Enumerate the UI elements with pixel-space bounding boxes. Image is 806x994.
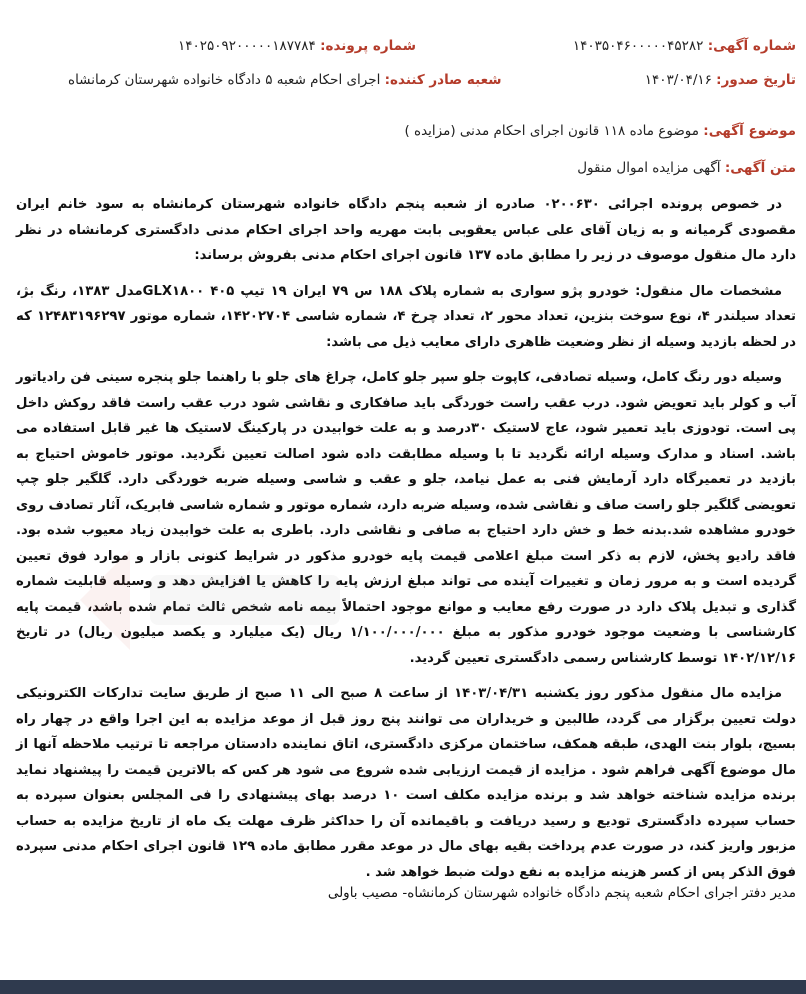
body-paragraph-intro: در خصوص پرونده اجرائی ۰۲۰۰۶۳۰ صادره از شعبه پنجم دادگاه خانواده شهرستان کرمانشاه به سود خانم ایران مقصودی گرمیانه و به زیان آقای علی عباس یعقوبی بابت مهریه واحد اجرای احکام مدنی دادگستری کرمانشاه در نظر دارد مال منقول موصوف در زیر را مطابق ماده ۱۳۷ قانون اجرای احکام مدنی بفروش برساند: <box>16 197 796 263</box>
notice-number-value: ۱۴۰۳۵۰۴۶۰۰۰۰۰۴۵۲۸۲ <box>572 38 704 54</box>
case-number-value: ۱۴۰۲۵۰۹۲۰۰۰۰۰۱۸۷۷۸۴ <box>178 38 316 54</box>
subject-label: موضوع آگهی: <box>703 123 796 139</box>
issue-date-label: تاریخ صدور: <box>716 72 796 88</box>
issue-date-value: ۱۴۰۳/۰۴/۱۶ <box>644 72 712 88</box>
notice-number <box>573 38 796 62</box>
body-paragraph-specs: مشخصات مال منقول: خودرو پژو سواری به شماره پلاک ۱۸۸ س ۷۹ ایران ۱۹ تیپ GLX۱۸۰۰ ۴۰۵مدل ۱۳۸۳، رنگ بژ، تعداد سیلندر ۴، نوع سوخت بنزین، تعداد محور ۲، تعداد چرخ ۴، شماره شاسی ۱۴۲۰۲۷۰۴، شماره موتور ۱۲۴۸۳۱۹۶۲۹۷ که در لحظه بازدید وسیله از نظر وضعیت ظاهری دارای معایب ذیل می باشد: <box>16 283 796 350</box>
notice-number-label: شماره آگهی: <box>707 38 796 54</box>
body-paragraph-auction: مزایده مال منقول مذکور روز یکشنبه ۱۴۰۳/۰۴/۳۱ از ساعت ۸ صبح الی ۱۱ صبح از طریق سایت تدارکات الکترونیکی دولت تعیین برگزار می گردد، طالبین و خریداران می توانند پنج روز قبل از موعد مزایده به این اجرا واقع در چهار راه بسیج، بلوار بنت الهدی، طبقه همکف، ساختمان مرکزی دادگستری، اتاق نماینده دادستان مراجعه تا ترتیب ملاحظه آنها از مال موضوع آگهی فراهم شود . مزایده از قیمت ارزیابی شده شروع می شود هر کس که بالاترین قیمت را پیشنهاد نماید برنده مزایده شناخته خواهد شد و برنده مزایده مکلف است ۱۰ درصد بهای پیشنهادی را فی المجلس بعنوان سپرده به حساب سپرده دادگستری تودیع و رسید دریافت و باقیمانده آن را حداکثر ظرف مهلت یک ماه از تاریخ مزایده به حساب مزبور واریز کند، در صورت عدم پرداخت بقیه بهای مال در موعد مقرر مطابق ماده ۱۲۹ قانون اجرای احکام مدنی سپرده فوق الذکر پس از کسر هزینه مزایده به نفع دولت ضبط خواهد شد . <box>16 686 796 880</box>
body-paragraph-defects: وسیله دور رنگ کامل، وسیله تصادفی، کاپوت جلو سپر جلو کامل، چراغ های جلو با راهنما جلو پنجره سینی فن رادیاتور آب و کولر باید تعویض شود. درب عقب راست خوردگی باید صافکاری و نقاشی شود درب عقب راست فاقد روکش داخل پی است. تودوزی باید تعمیر شود، عاج لاستیک ۳۰درصد و به علت خوابیدن در پارکینگ لاستیک ها غیر قابل استفاده می باشد. اسناد و مدارک وسیله ارائه نگردید تا با وسیله مطابقت داده شود اصالت تعیین نگردید. موتور خاموش احتیاج به بازدید در تعمیرگاه دارد آرمایش فنی به عمل نیامد، جلو و عقب و شاسی وسیله ضربه خوردگی دارد. گلگیر جلو چپ تعویضی گلگیر جلو راست صاف و نقاشی شده، وسیله ضربه دارد، شماره موتور و شماره شاسی فابریک، آثار تصادف روی خودرو مشاهده شد.بدنه خط و خش دارد احتیاج به صافی و نقاشی دارد. باطری به علت خوابیدن زیاد معیوب شده بود. فاقد رادیو پخش، لازم به ذکر است مبلغ اعلامی قیمت پایه خودرو مذکور در شرایط کنونی بازار و موارد فوق تعیین گردیده است و به مرور زمان و تغییرات آینده می تواند مبلغ ارزش پایه را کاهش یا افزایش دهد و وسیله قابلیت شماره گذاری و تبدیل پلاک دارد در صورت رفع معایب و موانع موجود احتمالاً بیمه نامه شخص ثالث تمام شده باشد، قیمت پایه کارشناسی با وضعیت موجود خودرو مذکور به مبلغ ۱/۱۰۰/۰۰۰/۰۰۰ ریال (یک میلیارد و یکصد میلیون ریال) در تاریخ ۱۴۰۲/۱۲/۱۶ توسط کارشناس رسمی دادگستری تعیین گردید. <box>16 370 796 666</box>
notice-text-heading <box>577 160 796 176</box>
text-title: آگهی مزایده اموال منقول <box>577 160 721 176</box>
notice-document <box>8 10 796 980</box>
issue-date <box>645 72 796 96</box>
issuing-branch-label: شعبه صادر کننده: <box>384 72 502 88</box>
text-label: متن آگهی: <box>724 160 796 176</box>
subject-value: موضوع ماده ۱۱۸ قانون اجرای احکام مدنی (مزایده ) <box>404 123 699 139</box>
signature-line: مدیر دفتر اجرای احکام شعبه پنجم دادگاه خانواده شهرستان کرمانشاه- مصیب باولی <box>327 885 796 901</box>
issuing-branch-value: اجرای احکام شعبه ۵ دادگاه خانواده شهرستان کرمانشاه <box>68 72 381 88</box>
issuing-branch <box>68 72 502 96</box>
footer-bar <box>0 980 806 994</box>
notice-body <box>16 192 796 895</box>
notice-subject <box>404 123 796 139</box>
case-number-label: شماره پرونده: <box>320 38 417 54</box>
case-number <box>178 38 416 62</box>
